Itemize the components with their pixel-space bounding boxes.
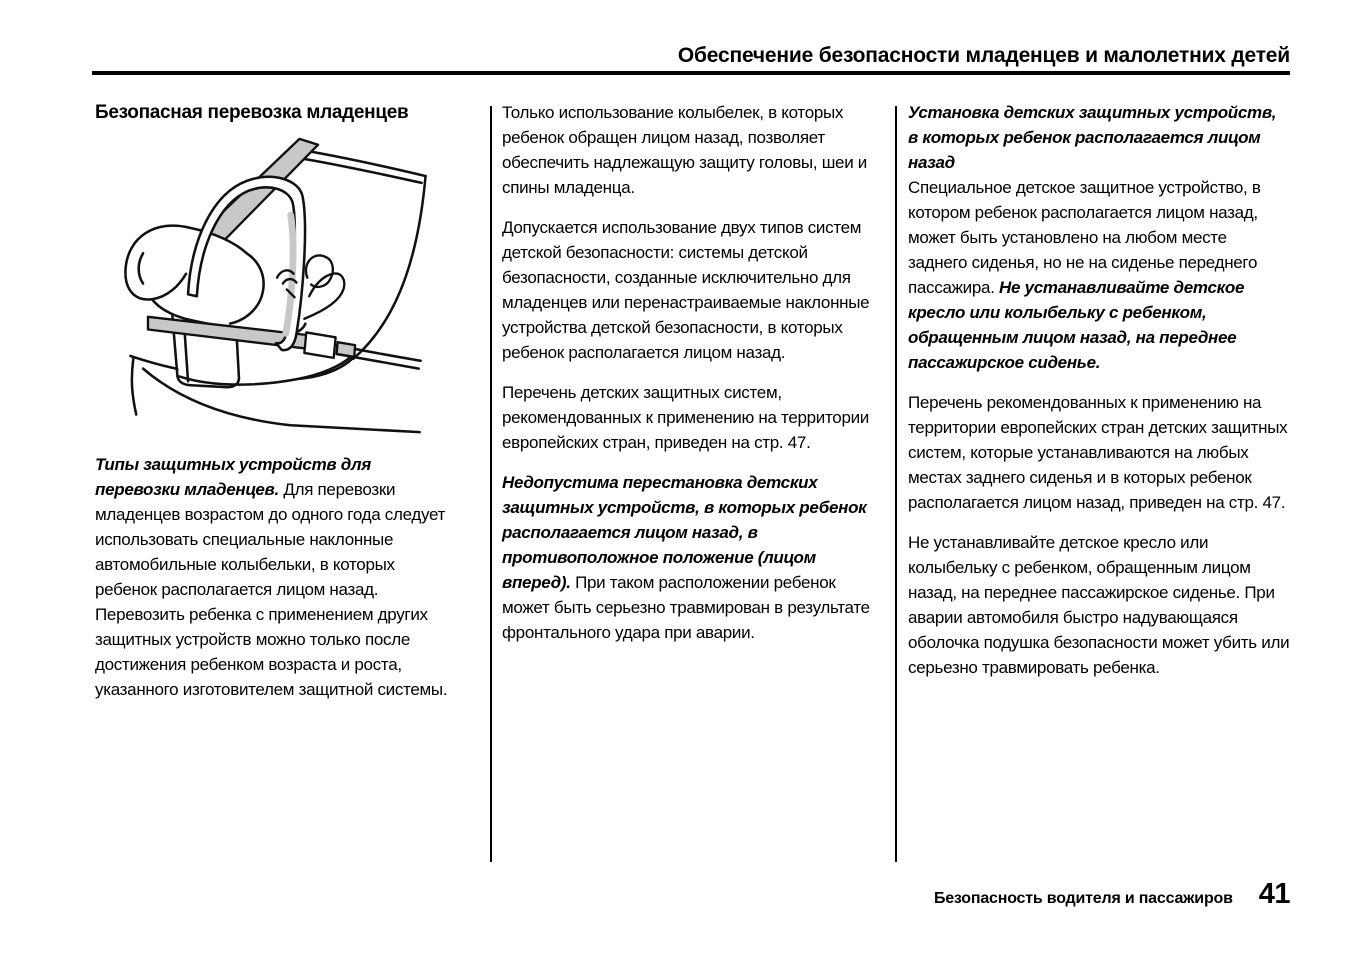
right-column [908,100,1290,695]
infant-seat-illustration [95,135,457,438]
mid-paragraph-2: Допускается использование двух типов систем детской безопасности: системы детской безопасности, созданные исключительно для младенцев или перенастраиваемые наклонные устройства детской безопасности, в которых ребенок располагается лицом назад. [502,218,870,362]
mid-paragraph-3: Перечень детских защитных систем, рекомендованных к применению на территории европейских стран, приведен на стр. 47. [502,383,869,452]
middle-column [502,100,872,660]
right-paragraph-3: Не устанавливайте детское кресло или колыбельку с ребенком, обращенным лицом назад, на переднее пассажирское сиденье. При аварии автомобиля быстро надувающаяся оболочка подушка безопасности может убить или серьезно травмировать ребенка. [908,533,1290,677]
mid-paragraph-4-lead: Недопустима перестановка детских защитных устройств, в которых ребенок располагается лицом назад, в противоположное положение (лицом вперед). [502,473,867,592]
right-paragraph-1-emphasis: Не устанавливайте детское кресло или колыбельку с ребенком, обращенным лицом назад, на переднее пассажирское сиденье. [908,278,1245,372]
mid-paragraph-1: Только использование колыбелек, в которых ребенок обращен лицом назад, позволяет обеспечить надлежащую защиту головы, шеи и спины младенца. [502,103,868,197]
right-paragraph-1-body: Специальное детское защитное устройство, в котором ребенок располагается лицом назад, может быть установлено на любом месте заднего сиденья, но не на сиденье переднего пассажира. [908,178,1261,297]
left-paragraph-lead: Типы защитных устройств для перевозки младенцев. [95,455,371,499]
page-number: 41 [1258,878,1290,910]
mid-paragraph-4 [502,470,872,645]
left-column [95,100,457,717]
column-divider-right [895,106,897,862]
page-footer [934,878,1290,911]
right-paragraph-2: Перечень рекомендованных к применению на территории европейских стран детских защитных систем, которые устанавливаются на любых местах заднего сиденья и в которых ребенок располагается лицом назад, приведен на стр. 47. [908,393,1288,512]
section-heading-right: Установка детских защитных устройств, в которых ребенок располагается лицом назад [908,103,1277,172]
header-rule [92,71,1290,75]
column-divider-left [490,106,492,862]
section-heading-left: Безопасная перевозка младенцев [95,102,409,123]
right-paragraph-1 [908,175,1290,375]
left-paragraph [95,452,457,702]
page-title: Обеспечение безопасности младенцев и малолетних детей [677,44,1290,67]
footer-section-label: Безопасность водителя и пассажиров [933,890,1233,907]
left-paragraph-body: Для перевозки младенцев возрастом до одного года следует использовать специальные наклонные автомобильные колыбельки, в которых ребенок располагается лицом назад. Перевозить ребенка с применением других защитных устройств можно только после достижения ребенком возраста и роста, указанного изготовителем защитной системы. [95,480,448,699]
mid-paragraph-4-body: При таком расположении ребенок может быть серьезно травмирован в результате фронтального удара при аварии. [502,573,870,642]
